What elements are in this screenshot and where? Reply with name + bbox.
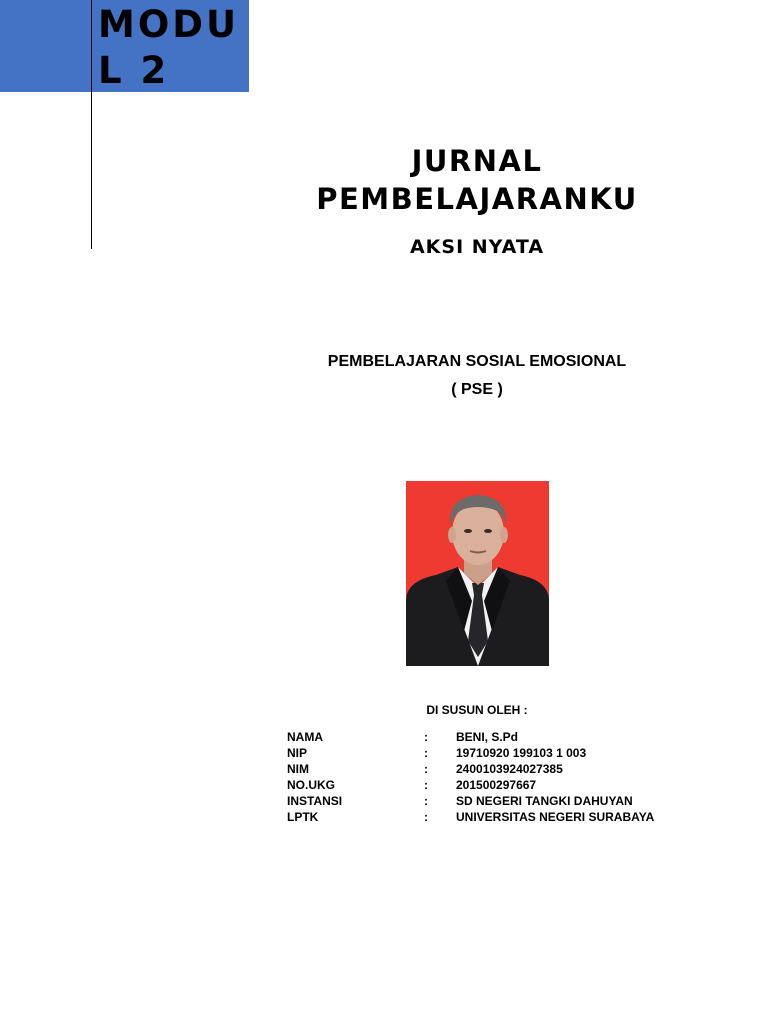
journal-title: JURNAL PEMBELAJARANKU bbox=[316, 144, 638, 216]
vertical-divider bbox=[91, 0, 92, 249]
topic-line-2: ( PSE ) bbox=[451, 381, 503, 398]
info-label: NIP bbox=[287, 746, 308, 760]
info-separator: : bbox=[424, 762, 428, 776]
journal-subtitle: AKSI NYATA bbox=[409, 236, 545, 258]
info-separator: : bbox=[424, 730, 428, 744]
topic-block bbox=[286, 348, 668, 404]
info-row-nim bbox=[287, 761, 716, 777]
info-value: 201500297667 bbox=[456, 778, 537, 792]
info-value: BENI, S.Pd bbox=[456, 730, 519, 744]
info-label: NAMA bbox=[287, 730, 323, 744]
info-value: 19710920 199103 1 003 bbox=[456, 746, 587, 760]
info-label: NIM bbox=[287, 762, 309, 776]
info-row-name bbox=[287, 729, 716, 745]
info-separator: : bbox=[424, 810, 428, 824]
info-separator: : bbox=[424, 746, 428, 760]
info-separator: : bbox=[424, 778, 428, 792]
topic-line-1: PEMBELAJARAN SOSIAL EMOSIONAL bbox=[327, 353, 627, 370]
compiled-by-label: DI SUSUN OLEH : bbox=[426, 703, 528, 717]
info-row-lptk bbox=[287, 809, 716, 825]
module-title: MODUL 2 bbox=[98, 3, 240, 92]
info-row-nip bbox=[287, 745, 716, 761]
info-value: 2400103924027385 bbox=[456, 762, 563, 776]
author-info-table bbox=[287, 729, 716, 825]
info-row-ukg bbox=[287, 777, 716, 793]
info-label: LPTK bbox=[287, 810, 319, 824]
info-label: NO.UKG bbox=[287, 778, 335, 792]
info-value: SD NEGERI TANGKI DAHUYAN bbox=[456, 794, 633, 808]
info-separator: : bbox=[424, 794, 428, 808]
author-photo bbox=[406, 481, 549, 666]
info-label: INSTANSI bbox=[287, 794, 343, 808]
info-value: UNIVERSITAS NEGERI SURABAYA bbox=[456, 810, 655, 824]
info-row-instansi bbox=[287, 793, 716, 809]
